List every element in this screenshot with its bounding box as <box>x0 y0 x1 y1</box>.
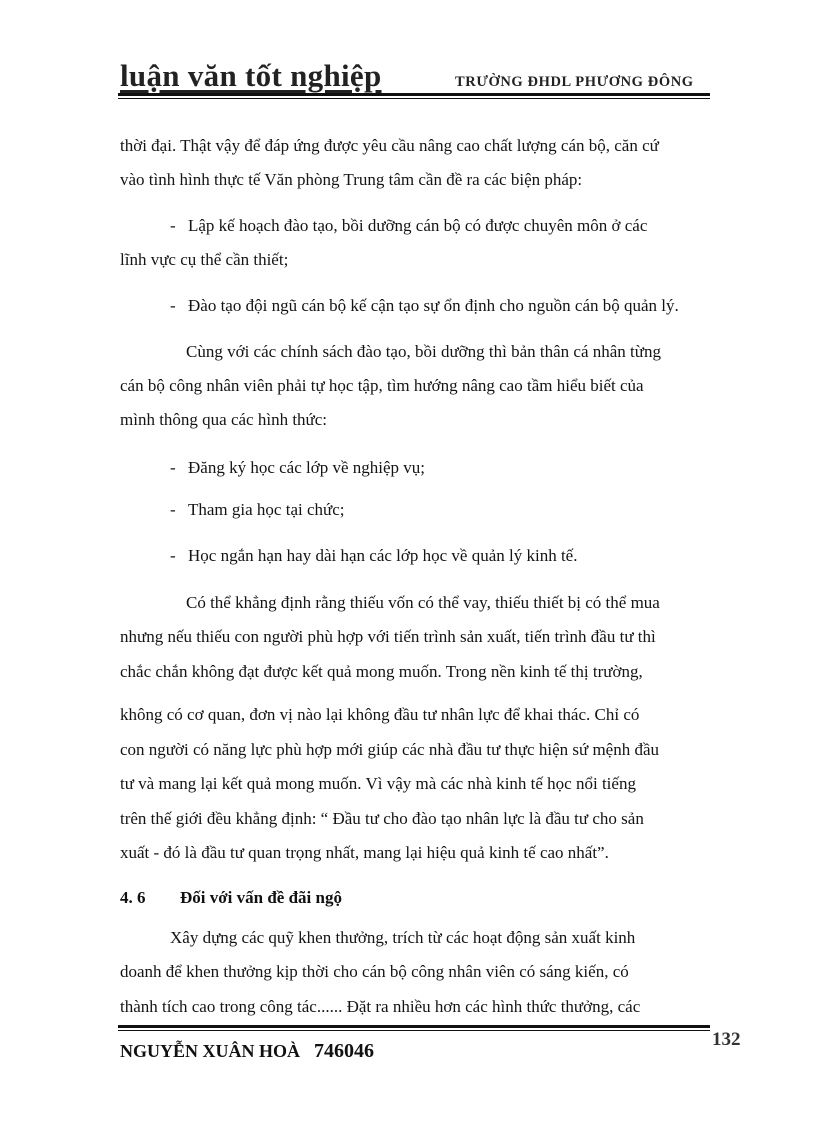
body-line: nhưng nếu thiếu con người phù hợp với tiến trình sản xuất, tiến trình đầu tư thì <box>120 627 656 646</box>
header-university-name: TRƯỜNG ĐHDL PHƯƠNG ĐÔNG <box>455 74 694 90</box>
bullet-dash: - <box>170 296 176 315</box>
body-line: con người có năng lực phù hợp mới giúp các nhà đầu tư thực hiện sứ mệnh đầu <box>120 740 660 759</box>
body-line: doanh để khen thưởng kịp thời cho cán bộ công nhân viên có sáng kiến, có <box>120 962 629 981</box>
body-line: mình thông qua các hình thức: <box>120 410 328 429</box>
header-thesis-title: luận văn tốt nghiệp <box>120 58 382 93</box>
body-line: Xây dựng các quỹ khen thưởng, trích từ các hoạt động sản xuất kinh <box>170 928 636 947</box>
header-rule <box>118 93 710 96</box>
author-name: NGUYỄN XUÂN HOÀ <box>120 1041 300 1061</box>
bullet-dash: - <box>170 500 176 519</box>
student-id: 746046 <box>314 1040 374 1062</box>
body-line: Có thể khẳng định rằng thiếu vốn có thể vay, thiếu thiết bị có thể mua <box>186 593 660 612</box>
body-line: trên thế giới đều khẳng định: “ Đầu tư cho đào tạo nhân lực là đầu tư cho sản <box>120 809 644 828</box>
footer-rule-thin <box>118 1030 710 1031</box>
body-line: xuất - đó là đầu tư quan trọng nhất, mang lại hiệu quả kinh tế cao nhất”. <box>120 843 609 862</box>
body-line: thời đại. Thật vậy để đáp ứng được yêu cầu nâng cao chất lượng cán bộ, căn cứ <box>120 136 659 155</box>
body-line: cán bộ công nhân viên phải tự học tập, tìm hướng nâng cao tầm hiểu biết của <box>120 376 644 395</box>
bullet-dash: - <box>170 458 176 477</box>
bullet-text: Đăng ký học các lớp về nghiệp vụ; <box>188 458 426 477</box>
body-line: chắc chắn không đạt được kết quả mong muốn. Trong nền kinh tế thị trường, <box>120 662 643 681</box>
bullet-dash: - <box>170 546 176 565</box>
footer-author <box>120 1040 374 1063</box>
body-line: không có cơ quan, đơn vị nào lại không đầu tư nhân lực để khai thác. Chỉ có <box>120 705 640 724</box>
bullet-text: Học ngắn hạn hay dài hạn các lớp học về quản lý kinh tế. <box>188 546 578 565</box>
body-line: thành tích cao trong công tác...... Đặt ra nhiều hơn các hình thức thưởng, các <box>120 997 641 1016</box>
body-line: vào tình hình thực tế Văn phòng Trung tâm cần đề ra các biện pháp: <box>120 170 583 189</box>
body-line: Cùng với các chính sách đào tạo, bồi dưỡng thì bản thân cá nhân từng <box>186 342 661 361</box>
bullet-text: Tham gia học tại chức; <box>188 500 345 519</box>
page-number: 132 <box>712 1029 741 1050</box>
bullet-dash: - <box>170 216 176 235</box>
bullet-text: Đào tạo đội ngũ cán bộ kế cận tạo sự ổn định cho nguồn cán bộ quản lý. <box>188 296 679 315</box>
bullet-text-continued: lĩnh vực cụ thể cần thiết; <box>120 250 289 269</box>
section-number: 4. 6 <box>120 888 146 907</box>
body-line: tư và mang lại kết quả mong muốn. Vì vậy mà các nhà kinh tế học nổi tiếng <box>120 774 636 793</box>
bullet-text: Lập kế hoạch đào tạo, bồi dưỡng cán bộ có được chuyên môn ở các <box>188 216 648 235</box>
footer-rule <box>118 1025 710 1028</box>
section-title: Đối với vấn đề đãi ngộ <box>180 888 342 907</box>
header-rule-thin <box>118 98 710 99</box>
